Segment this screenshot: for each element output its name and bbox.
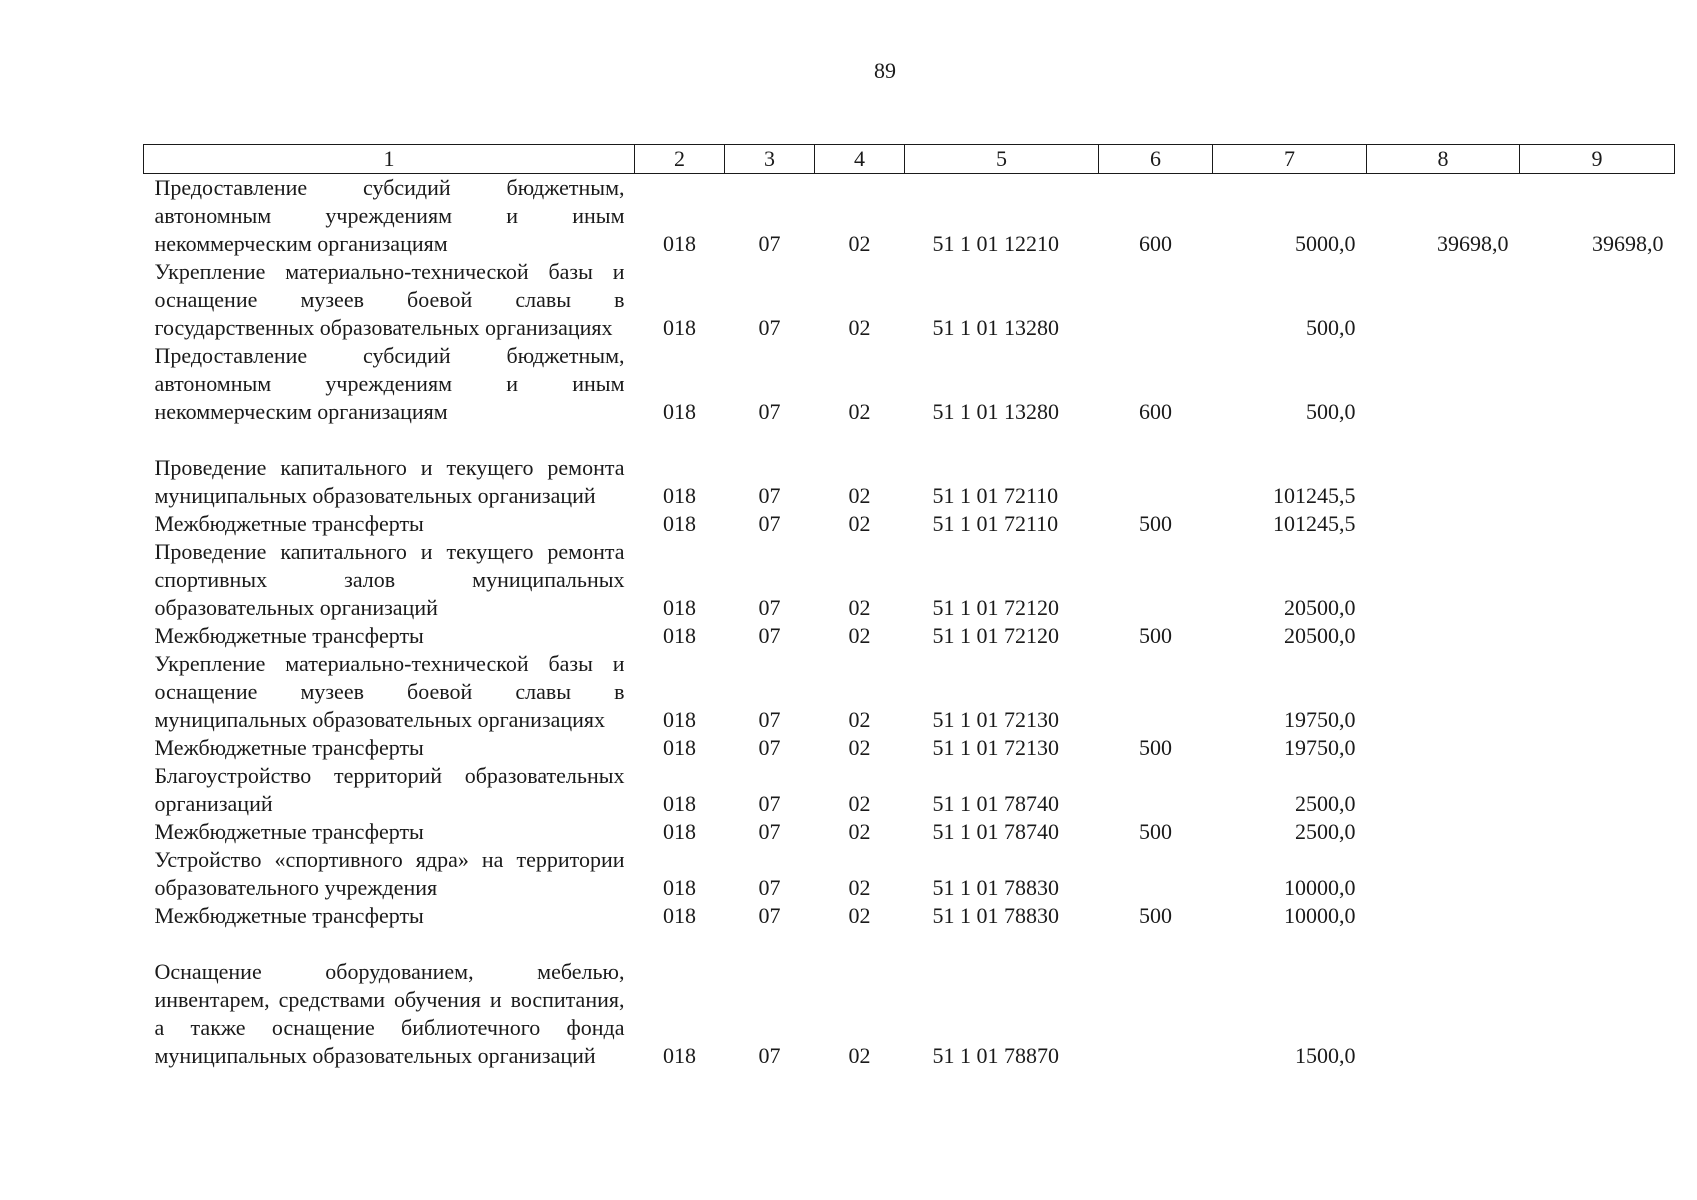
cell-expense-type: 600 <box>1139 399 1172 424</box>
cell-expense-type <box>1099 930 1213 1070</box>
table-row <box>144 930 1675 1070</box>
table-row <box>144 650 1675 734</box>
cell-expense-type: 500 <box>1139 511 1172 536</box>
cell-amount-col8 <box>1367 622 1520 650</box>
cell-amount-col9 <box>1520 622 1675 650</box>
cell-amount-col7: 101245,5 <box>1273 483 1356 508</box>
cell-amount-col8 <box>1367 650 1520 734</box>
header-row <box>144 145 1675 174</box>
cell-amount-col8 <box>1367 342 1520 426</box>
cell-amount-col8 <box>1367 762 1520 818</box>
cell-ministry-code: 018 <box>663 399 696 424</box>
header-col-5: 5 <box>905 145 1099 174</box>
table-row <box>144 846 1675 902</box>
cell-subsection: 02 <box>848 1043 871 1068</box>
cell-target-code: 51 1 01 72130 <box>932 735 1059 760</box>
cell-section: 07 <box>758 511 781 536</box>
cell-amount-col7: 20500,0 <box>1284 595 1356 620</box>
cell-section: 07 <box>758 623 781 648</box>
row-description: Межбюджетные трансферты <box>154 819 424 844</box>
cell-expense-type <box>1099 426 1213 510</box>
budget-table <box>143 144 1675 1070</box>
cell-section: 07 <box>758 707 781 732</box>
cell-amount-col8 <box>1367 846 1520 902</box>
cell-ministry-code: 018 <box>663 483 696 508</box>
cell-amount-col8: 39698,0 <box>1437 231 1509 256</box>
cell-subsection: 02 <box>848 875 871 900</box>
cell-amount-col8 <box>1367 818 1520 846</box>
cell-ministry-code: 018 <box>663 1043 696 1068</box>
table-row <box>144 762 1675 818</box>
cell-amount-col9 <box>1520 818 1675 846</box>
cell-section: 07 <box>758 315 781 340</box>
cell-amount-col7: 101245,5 <box>1273 511 1356 536</box>
cell-ministry-code: 018 <box>663 231 696 256</box>
cell-amount-col9 <box>1520 510 1675 538</box>
table-row <box>144 734 1675 762</box>
header-col-9: 9 <box>1520 145 1675 174</box>
table-body <box>144 174 1675 1071</box>
cell-amount-col8 <box>1367 902 1520 930</box>
cell-target-code: 51 1 01 78870 <box>932 1043 1059 1068</box>
cell-subsection: 02 <box>848 315 871 340</box>
cell-target-code: 51 1 01 13280 <box>932 399 1059 424</box>
row-description: Межбюджетные трансферты <box>154 903 424 928</box>
cell-target-code: 51 1 01 72130 <box>932 707 1059 732</box>
cell-subsection: 02 <box>848 511 871 536</box>
cell-subsection: 02 <box>848 819 871 844</box>
cell-amount-col8 <box>1367 734 1520 762</box>
cell-amount-col9 <box>1520 258 1675 342</box>
cell-ministry-code: 018 <box>663 623 696 648</box>
cell-expense-type: 500 <box>1139 735 1172 760</box>
cell-target-code: 51 1 01 72120 <box>932 595 1059 620</box>
cell-ministry-code: 018 <box>663 511 696 536</box>
cell-amount-col9 <box>1520 930 1675 1070</box>
cell-target-code: 51 1 01 12210 <box>932 231 1059 256</box>
cell-section: 07 <box>758 819 781 844</box>
cell-section: 07 <box>758 875 781 900</box>
cell-amount-col8 <box>1367 510 1520 538</box>
row-description: Межбюджетные трансферты <box>154 511 424 536</box>
cell-expense-type: 500 <box>1139 623 1172 648</box>
row-description: Предоставление субсидий бюджетным, автономным учреждениям и иным некоммерческим организациям <box>154 175 625 256</box>
cell-amount-col9 <box>1520 342 1675 426</box>
row-description: Межбюджетные трансферты <box>154 623 424 648</box>
cell-amount-col7: 20500,0 <box>1284 623 1356 648</box>
header-col-6: 6 <box>1099 145 1213 174</box>
table-row <box>144 426 1675 510</box>
table-row <box>144 174 1675 259</box>
cell-expense-type <box>1099 258 1213 342</box>
cell-section: 07 <box>758 483 781 508</box>
cell-amount-col9 <box>1520 762 1675 818</box>
cell-amount-col8 <box>1367 930 1520 1070</box>
cell-target-code: 51 1 01 78830 <box>932 903 1059 928</box>
cell-target-code: 51 1 01 72110 <box>932 483 1059 508</box>
page-number: 89 <box>874 58 896 83</box>
cell-subsection: 02 <box>848 735 871 760</box>
cell-amount-col7: 500,0 <box>1306 315 1356 340</box>
cell-amount-col8 <box>1367 538 1520 622</box>
cell-amount-col9 <box>1520 734 1675 762</box>
cell-amount-col7: 500,0 <box>1306 399 1356 424</box>
cell-target-code: 51 1 01 72120 <box>932 623 1059 648</box>
cell-target-code: 51 1 01 78830 <box>932 875 1059 900</box>
cell-ministry-code: 018 <box>663 707 696 732</box>
cell-target-code: 51 1 01 78740 <box>932 791 1059 816</box>
row-description: Межбюджетные трансферты <box>154 735 424 760</box>
header-col-1: 1 <box>144 145 635 174</box>
cell-expense-type <box>1099 846 1213 902</box>
cell-section: 07 <box>758 735 781 760</box>
cell-amount-col7: 1500,0 <box>1295 1043 1356 1068</box>
row-description: Благоустройство территорий образовательных организаций <box>154 763 625 816</box>
cell-target-code: 51 1 01 72110 <box>932 511 1059 536</box>
cell-ministry-code: 018 <box>663 315 696 340</box>
cell-amount-col7: 2500,0 <box>1295 791 1356 816</box>
cell-section: 07 <box>758 903 781 928</box>
header-col-8: 8 <box>1367 145 1520 174</box>
cell-subsection: 02 <box>848 707 871 732</box>
cell-amount-col9 <box>1520 426 1675 510</box>
cell-ministry-code: 018 <box>663 595 696 620</box>
row-description: Оснащение оборудованием, мебелью, инвентарем, средствами обучения и воспитания, а также оснащение библиотечного фонда муниципальных образовательных организаций <box>154 959 625 1068</box>
cell-section: 07 <box>758 791 781 816</box>
cell-ministry-code: 018 <box>663 875 696 900</box>
cell-subsection: 02 <box>848 791 871 816</box>
cell-target-code: 51 1 01 13280 <box>932 315 1059 340</box>
cell-ministry-code: 018 <box>663 903 696 928</box>
cell-subsection: 02 <box>848 623 871 648</box>
cell-expense-type <box>1099 538 1213 622</box>
cell-subsection: 02 <box>848 231 871 256</box>
cell-amount-col9: 39698,0 <box>1592 231 1664 256</box>
cell-amount-col8 <box>1367 258 1520 342</box>
cell-amount-col7: 19750,0 <box>1284 735 1356 760</box>
row-description: Предоставление субсидий бюджетным, автономным учреждениям и иным некоммерческим организациям <box>154 343 625 424</box>
row-description: Устройство «спортивного ядра» на территории образовательного учреждения <box>154 847 625 900</box>
cell-subsection: 02 <box>848 595 871 620</box>
cell-section: 07 <box>758 399 781 424</box>
cell-amount-col8 <box>1367 426 1520 510</box>
cell-amount-col7: 5000,0 <box>1295 231 1356 256</box>
row-description: Укрепление материально-технической базы и оснащение музеев боевой славы в государственных образовательных организациях <box>154 259 625 340</box>
cell-subsection: 02 <box>848 399 871 424</box>
cell-amount-col9 <box>1520 650 1675 734</box>
cell-amount-col9 <box>1520 846 1675 902</box>
cell-amount-col7: 10000,0 <box>1284 875 1356 900</box>
cell-amount-col9 <box>1520 902 1675 930</box>
row-description: Проведение капитального и текущего ремонта муниципальных образовательных организаций <box>154 455 625 508</box>
header-col-3: 3 <box>725 145 815 174</box>
row-description: Проведение капитального и текущего ремонта спортивных залов муниципальных образовательных организаций <box>154 539 625 620</box>
cell-subsection: 02 <box>848 483 871 508</box>
table-row <box>144 510 1675 538</box>
cell-amount-col9 <box>1520 538 1675 622</box>
row-description: Укрепление материально-технической базы и оснащение музеев боевой славы в муниципальных образовательных организациях <box>154 651 625 732</box>
header-col-2: 2 <box>635 145 725 174</box>
cell-subsection: 02 <box>848 903 871 928</box>
table-row <box>144 342 1675 426</box>
table-row <box>144 902 1675 930</box>
cell-section: 07 <box>758 595 781 620</box>
cell-expense-type <box>1099 762 1213 818</box>
header-col-7: 7 <box>1213 145 1367 174</box>
cell-expense-type: 600 <box>1139 231 1172 256</box>
cell-ministry-code: 018 <box>663 735 696 760</box>
table-row <box>144 818 1675 846</box>
table-row <box>144 538 1675 622</box>
cell-ministry-code: 018 <box>663 791 696 816</box>
cell-amount-col7: 10000,0 <box>1284 903 1356 928</box>
cell-amount-col7: 2500,0 <box>1295 819 1356 844</box>
cell-target-code: 51 1 01 78740 <box>932 819 1059 844</box>
cell-section: 07 <box>758 231 781 256</box>
header-col-4: 4 <box>815 145 905 174</box>
cell-amount-col7: 19750,0 <box>1284 707 1356 732</box>
table-row <box>144 622 1675 650</box>
cell-expense-type: 500 <box>1139 903 1172 928</box>
cell-section: 07 <box>758 1043 781 1068</box>
table-row <box>144 258 1675 342</box>
cell-ministry-code: 018 <box>663 819 696 844</box>
cell-expense-type <box>1099 650 1213 734</box>
cell-expense-type: 500 <box>1139 819 1172 844</box>
